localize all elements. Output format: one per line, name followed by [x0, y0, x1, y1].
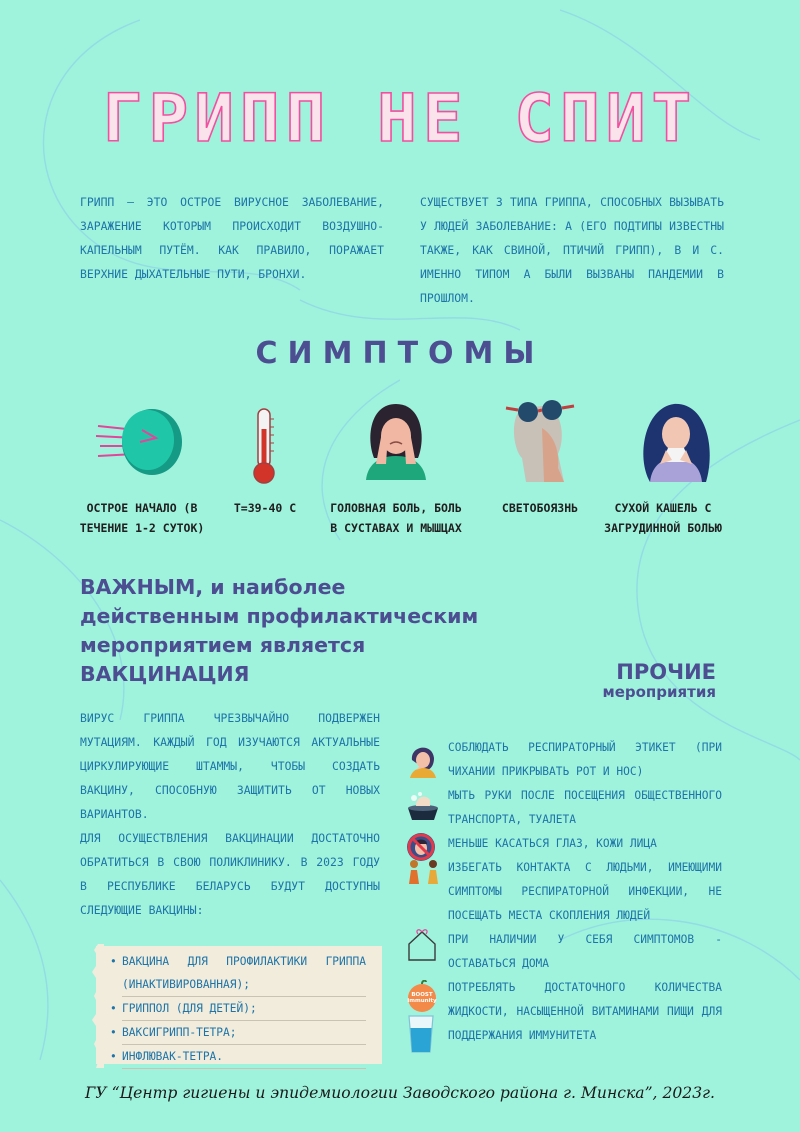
water-glass-icon [406, 1014, 436, 1054]
vaccination-paragraph: ВИРУС ГРИППА ЧРЕЗВЫЧАЙНО ПОДВЕРЖЕН МУТАЦИЯМ. КАЖДЫЙ ГОД ИЗУЧАЮТСЯ АКТУАЛЬНЫЕ ЦИРКУЛИРУЮЩИЕ ШТАММЫ, ЧТОБЫ СОЗДАТЬ ВАКЦИНУ, СПОСОБНУЮ ЗАЩИТИТЬ ОТ НОВЫХ ВАРИАНТОВ. [80, 711, 380, 821]
symptoms-title: СИМПТОМЫ [255, 336, 545, 371]
other-measures-list [406, 736, 722, 1048]
vaccine-list-item: • ВАКСИГРИПП-ТЕТРА; [122, 1021, 366, 1045]
vaccination-text [80, 706, 380, 922]
footer-credit: ГУ “Центр гигиены и эпидемиологии Заводского района г. Минска”, 2023г. [85, 1084, 715, 1102]
intro-right-text: СУЩЕСТВУЕТ 3 ТИПА ГРИППА, СПОСОБНЫХ ВЫЗЫВАТЬ У ЛЮДЕЙ ЗАБОЛЕВАНИЕ: A (ЕГО ПОДТИПЫ ИЗВЕСТНЫ ТАКЖЕ, КАК СВИНОЙ, ПТИЧИЙ ГРИПП), B И C. ИМЕННО ТИПОМ А БЫЛИ ВЫЗВАНЫ ПАНДЕМИИ В ПРОШЛОМ. [420, 195, 724, 305]
vaccine-list-item: • ГРИППОЛ (ДЛЯ ДЕТЕЙ); [122, 997, 366, 1021]
fast-pill-icon [96, 400, 186, 480]
vaccination-headline-line: мероприятием является [80, 633, 366, 657]
measure-item [406, 736, 722, 784]
people-distance-icon [406, 858, 442, 884]
measure-text: ПОТРЕБЛЯТЬ ДОСТАТОЧНОГО КОЛИЧЕСТВА ЖИДКОСТИ, НАСЫЩЕННОЙ ВИТАМИНАМИ ПИЩИ ДЛЯ ПОДДЕРЖАНИЯ ИММУНИТЕТА [448, 981, 722, 1042]
measure-text: МЕНЬШЕ КАСАТЬСЯ ГЛАЗ, КОЖИ ЛИЦА [448, 837, 657, 850]
symptom-label-photophobia: СВЕТОБОЯЗНЬ [501, 501, 579, 515]
measure-item [406, 976, 722, 1048]
measure-item [406, 832, 722, 856]
measure-item [406, 784, 722, 832]
measure-item [406, 856, 722, 928]
measure-text: ИЗБЕГАТЬ КОНТАКТА С ЛЮДЬМИ, ИМЕЮЩИМИ СИМПТОМЫ РЕСПИРАТОРНОЙ ИНФЕКЦИИ, НЕ ПОСЕЩАТЬ МЕСТА СКОПЛЕНИЯ ЛЮДЕЙ [448, 861, 722, 922]
vaccine-list-item: • ИНФЛЮВАК-ТЕТРА. [122, 1045, 366, 1069]
intro-left-text: ГРИПП — ЭТО ОСТРОЕ ВИРУСНОЕ ЗАБОЛЕВАНИЕ, ЗАРАЖЕНИЕ КОТОРЫМ ПРОИСХОДИТ ВОЗДУШНО-КАПЕЛЬНЫМ ПУТЁМ. КАК ПРАВИЛО, ПОРАЖАЕТ ВЕРХНИЕ ДЫХАТЕЛЬНЫЕ ПУТИ, БРОНХИ. [80, 195, 384, 281]
hand-washing-icon [406, 788, 440, 822]
sneezing-person-icon [406, 740, 440, 778]
page-title: ГРИПП НЕ СПИТ [102, 80, 698, 157]
measure-text: ПРИ НАЛИЧИИ У СЕБЯ СИМПТОМОВ - ОСТАВАТЬСЯ ДОМА [448, 933, 722, 970]
vaccination-headline [80, 573, 540, 689]
vaccine-list [96, 946, 382, 1069]
other-measures-title [540, 660, 716, 700]
symptom-label-cough: СУХОЙ КАШЕЛЬ С ЗАГРУДИННОЙ БОЛЬЮ [604, 501, 722, 535]
vaccination-headline-line: действенным профилактическим [80, 604, 479, 628]
vaccination-headline-line: ВАЖНЫМ, и наиболее [80, 575, 346, 599]
measure-text: СОБЛЮДАТЬ РЕСПИРАТОРНЫЙ ЭТИКЕТ (ПРИ ЧИХАНИИ ПРИКРЫВАТЬ РОТ И НОС) [448, 741, 722, 778]
headache-woman-icon [360, 398, 432, 480]
other-measures-title-small: мероприятия [602, 683, 716, 701]
other-measures-title-big: ПРОЧИЕ [616, 660, 716, 684]
symptom-label-temperature: Т=39-40 С [233, 501, 297, 515]
coughing-woman-icon [636, 398, 716, 482]
home-icon [406, 928, 438, 962]
vaccination-paragraph: ДЛЯ ОСУЩЕСТВЛЕНИЯ ВАКЦИНАЦИИ ДОСТАТОЧНО ОБРАТИТЬСЯ В СВОЮ ПОЛИКЛИНИКУ. В 2023 ГОДУ В РЕСПУБЛИКЕ БЕЛАРУСЬ БУДУТ ДОСТУПНЫ СЛЕДУЮЩИЕ ВАКЦИНЫ: [80, 831, 380, 917]
measure-text: МЫТЬ РУКИ ПОСЛЕ ПОСЕЩЕНИЯ ОБЩЕСТВЕННОГО ТРАНСПОРТА, ТУАЛЕТА [448, 789, 722, 826]
thermometer-icon [250, 407, 278, 487]
boost-immunity-text: BOOST immunity [407, 992, 437, 1004]
vaccination-headline-line: ВАКЦИНАЦИЯ [80, 662, 250, 686]
vaccine-list-item: • ВАКЦИНА ДЛЯ ПРОФИЛАКТИКИ ГРИППА (ИНАКТИВИРОВАННАЯ); [122, 950, 366, 997]
vaccine-list-notepad [96, 946, 382, 1064]
symptom-label-headache: ГОЛОВНАЯ БОЛЬ, БОЛЬ В СУСТАВАХ И МЫШЦАХ [330, 501, 462, 535]
symptom-label-onset: ОСТРОЕ НАЧАЛО (В ТЕЧЕНИЕ 1-2 СУТОК) [79, 501, 205, 535]
measure-item [406, 928, 722, 976]
statue-sunglasses-icon [500, 398, 580, 482]
boost-immunity-icon [406, 980, 438, 1014]
